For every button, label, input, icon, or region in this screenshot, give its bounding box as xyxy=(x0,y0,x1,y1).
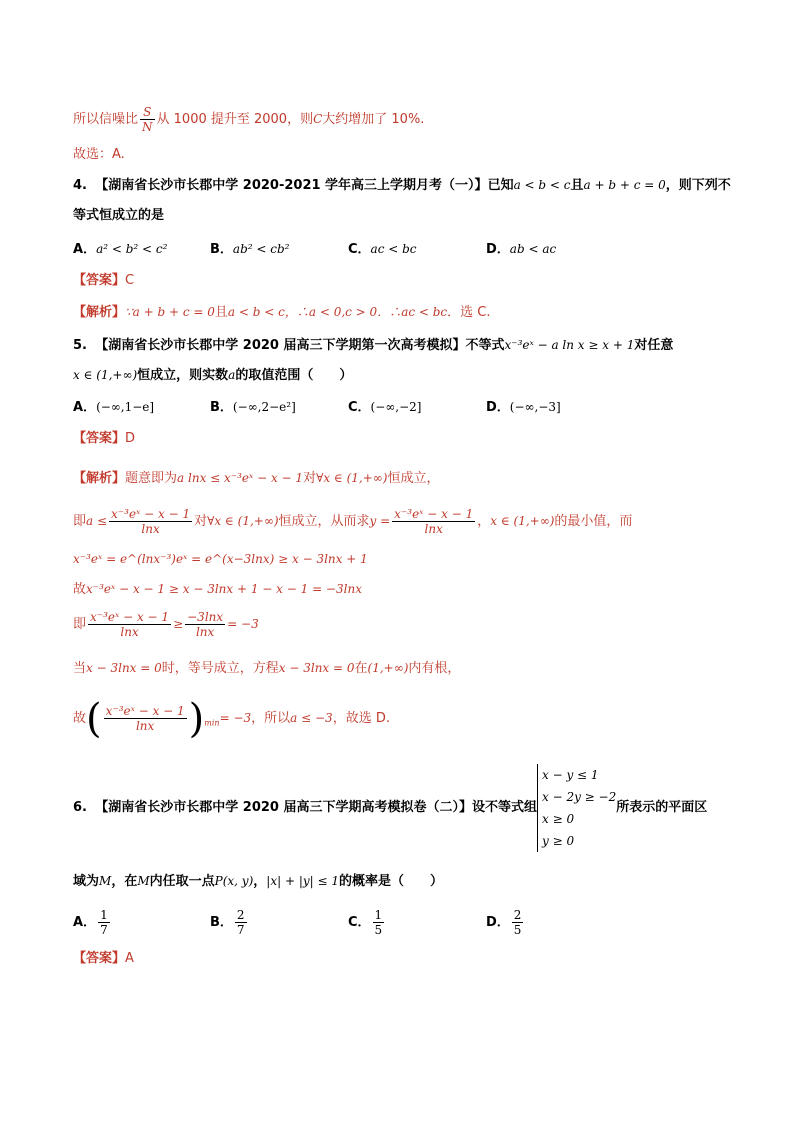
text: 时，等号成立，方程 xyxy=(161,661,279,676)
text: 当 xyxy=(73,661,87,676)
option-label: D． xyxy=(486,242,510,257)
text: 从 1000 提升至 2000，则 xyxy=(156,112,314,127)
fraction xyxy=(392,507,475,536)
text: 的最小值，而 xyxy=(554,514,633,529)
option-label: C． xyxy=(348,242,371,257)
fraction-denominator: lnx xyxy=(141,522,160,536)
text: 已知 xyxy=(487,178,514,193)
fraction-numerator: 2 xyxy=(236,908,245,922)
text: 的取值范围（ ） xyxy=(235,368,353,383)
system-row: x − y ≤ 1 xyxy=(542,767,599,782)
text: ．选 C. xyxy=(447,305,491,320)
math-expr: x ∈ (1,+∞) xyxy=(490,514,555,528)
text: ，故选 D. xyxy=(332,711,390,726)
math-expr: x ∈ (1,+∞) xyxy=(73,368,138,382)
math-expr: x⁻³eˣ = e^(lnx⁻³)eˣ = e^(x−3lnx) ≥ x − 3lnx + 1 xyxy=(73,552,368,566)
text: 域为 xyxy=(73,874,100,889)
q5-solution-line1 xyxy=(73,469,439,488)
snr-fraction xyxy=(140,105,155,134)
math-var: a xyxy=(228,368,236,382)
math-expr: ．∴ac < bc xyxy=(377,305,448,319)
math-expr: a < b < c xyxy=(513,178,571,192)
math-expr: ≥ xyxy=(173,617,184,631)
option-label: B． xyxy=(210,400,233,415)
fraction-denominator: lnx xyxy=(424,522,443,536)
q6-option-c xyxy=(348,906,386,940)
answer-value: D xyxy=(125,431,136,446)
solution-tag: 【解析】 xyxy=(73,471,126,486)
right-paren: ) xyxy=(188,695,205,742)
math-expr: a < b < c xyxy=(227,305,285,319)
option-expr: (−∞,−2] xyxy=(370,400,422,414)
text: 即 xyxy=(73,617,87,632)
option-expr: (−∞,−3] xyxy=(509,400,561,414)
math-expr: (1,+∞) xyxy=(367,661,409,675)
q6-option-a xyxy=(73,906,112,940)
fraction xyxy=(104,704,187,733)
fraction-denominator: lnx xyxy=(135,719,155,733)
q4-answer xyxy=(73,272,134,290)
option-label: C． xyxy=(348,915,371,930)
text: ， xyxy=(477,514,491,529)
text: 且 xyxy=(214,305,228,320)
text: 内有根， xyxy=(408,661,461,676)
fraction-denominator: lnx xyxy=(195,625,215,639)
text: 在 xyxy=(354,661,368,676)
fraction-numerator: 2 xyxy=(513,908,522,922)
q6-option-b xyxy=(210,906,249,940)
math-expr: a lnx ≤ x⁻³eˣ − x − 1 xyxy=(177,471,304,485)
math-expr: ∀x ∈ (1,+∞) xyxy=(207,514,279,528)
math-expr: ，∴a < 0,c > 0 xyxy=(284,305,378,319)
q5-stem-line1 xyxy=(73,336,673,355)
option-expr: a² < b² < c² xyxy=(96,242,168,256)
min-subscript: min xyxy=(204,718,220,728)
q5-option-d xyxy=(486,398,561,417)
question-source: 【湖南省长沙市长郡中学 2020-2021 学年高三上学期月考（一）】 xyxy=(95,178,488,193)
text: ， xyxy=(253,874,267,889)
option-fraction xyxy=(512,908,524,937)
left-paren: ( xyxy=(86,695,102,742)
fraction-numerator: x⁻³eˣ − x − 1 xyxy=(90,610,170,624)
question-source: 【湖南省长沙市长郡中学 2020 届高三下学期高考模拟卷（二）】 xyxy=(95,800,472,815)
q5-option-c xyxy=(348,398,421,417)
answer-value: C xyxy=(125,273,135,288)
system-row: y ≥ 0 xyxy=(542,833,575,848)
fraction-numerator: 1 xyxy=(100,908,108,922)
q4-stem-line2 xyxy=(73,207,164,225)
inequality-system xyxy=(537,764,616,852)
question-number: 4. xyxy=(73,178,87,193)
option-expr: ab < ac xyxy=(509,242,557,256)
snr-conclusion-line xyxy=(73,105,424,134)
text: ，在 xyxy=(111,874,138,889)
option-fraction xyxy=(373,908,385,937)
text: 不等式 xyxy=(465,338,505,353)
fraction-denominator: 7 xyxy=(100,923,108,937)
text: 所以信噪比 xyxy=(73,112,139,127)
fraction-numerator: x⁻³eˣ − x − 1 xyxy=(105,704,185,718)
text: 设不等式组 xyxy=(471,800,537,815)
text: 恒成立，则实数 xyxy=(137,368,229,383)
option-expr: (−∞,2−e²] xyxy=(232,400,296,414)
text: 即 xyxy=(73,514,87,529)
fraction-denominator: 7 xyxy=(236,923,245,937)
option-expr: ab² < cb² xyxy=(232,242,290,256)
option-fraction xyxy=(235,908,247,937)
text: 内任取一点 xyxy=(149,874,215,889)
answer-tag: 【答案】 xyxy=(73,273,126,288)
option-label: A． xyxy=(73,400,97,415)
math-var: M xyxy=(99,874,112,888)
fraction-denominator: 5 xyxy=(513,923,522,937)
q5-solution-line2 xyxy=(73,503,632,540)
option-expr: ac < bc xyxy=(370,242,417,256)
fraction-numerator: S xyxy=(140,105,155,120)
fraction-denominator: N xyxy=(142,120,153,134)
text: 对任意 xyxy=(634,338,674,353)
q6-stem-line1 xyxy=(73,760,707,856)
question-number: 6. xyxy=(73,800,87,815)
question-number: 5. xyxy=(73,338,87,353)
math-var: C xyxy=(313,112,323,126)
q5-answer xyxy=(73,430,135,448)
q5-option-b xyxy=(210,398,296,417)
option-label: A． xyxy=(73,242,97,257)
fraction xyxy=(88,610,171,639)
system-row: x − 2y ≥ −2 xyxy=(542,789,617,804)
answer-tag: 【答案】 xyxy=(73,951,126,966)
q5-solution-line5 xyxy=(73,606,259,643)
option-label: D． xyxy=(486,915,510,930)
fraction-numerator: x⁻³eˣ − x − 1 xyxy=(394,507,474,521)
fraction-numerator: −3lnx xyxy=(187,610,224,624)
math-expr: |x| + |y| ≤ 1 xyxy=(266,874,340,888)
math-expr: a + b + c = 0 xyxy=(583,178,666,192)
q4-option-a xyxy=(73,240,167,259)
option-label: D． xyxy=(486,400,510,415)
text: 对 xyxy=(303,471,317,486)
answer-value: A xyxy=(125,951,134,966)
text: 恒成立， xyxy=(387,471,440,486)
text: 故选：A. xyxy=(73,147,125,162)
text: 所表示的平面区 xyxy=(616,800,708,815)
math-expr: a ≤ xyxy=(86,514,108,528)
text: 故 xyxy=(73,711,87,726)
answer-tag: 【答案】 xyxy=(73,431,126,446)
option-fraction xyxy=(98,908,110,937)
option-label: B． xyxy=(210,915,233,930)
q4-option-b xyxy=(210,240,289,259)
text: 的概率是（ ） xyxy=(339,874,444,889)
math-expr: x⁻³eˣ − x − 1 ≥ x − 3lnx + 1 − x − 1 = −3lnx xyxy=(86,582,362,596)
text: ，则下列不 xyxy=(665,178,731,193)
fraction-denominator: lnx xyxy=(120,625,139,639)
option-label: B． xyxy=(210,242,233,257)
q6-answer xyxy=(73,950,134,968)
math-expr: ∵a + b + c = 0 xyxy=(125,305,215,319)
fraction-numerator: 1 xyxy=(374,908,383,922)
math-expr: = −3 xyxy=(227,617,259,631)
q5-solution-line7 xyxy=(73,696,390,746)
math-expr: x − 3lnx = 0 xyxy=(86,661,162,675)
text: ，所以 xyxy=(251,711,291,726)
option-label: A． xyxy=(73,915,97,930)
text: 对 xyxy=(194,514,208,529)
answer-choice-line xyxy=(73,146,125,164)
q4-option-d xyxy=(486,240,556,259)
q5-stem-line2 xyxy=(73,366,352,385)
fraction-numerator: x⁻³eˣ − x − 1 xyxy=(111,507,191,521)
math-var: M xyxy=(137,874,150,888)
q5-solution-line4 xyxy=(73,580,362,599)
solution-tag: 【解析】 xyxy=(73,305,126,320)
option-label: C． xyxy=(348,400,371,415)
system-row: x ≥ 0 xyxy=(542,811,575,826)
q6-stem-line2 xyxy=(73,872,443,891)
text: 恒成立，从而求 xyxy=(278,514,370,529)
q4-stem-line1 xyxy=(73,176,731,195)
math-expr: = −3 xyxy=(219,711,252,725)
math-expr: x − 3lnx = 0 xyxy=(278,661,355,675)
option-expr: (−∞,1−e] xyxy=(96,400,155,414)
text: 故 xyxy=(73,582,87,597)
text: 大约增加了 10%. xyxy=(322,112,425,127)
math-expr: y = xyxy=(369,514,391,528)
q4-solution xyxy=(73,303,491,322)
q5-solution-line3 xyxy=(73,550,368,569)
q6-option-d xyxy=(486,906,525,940)
math-expr: x⁻³eˣ − a ln x ≥ x + 1 xyxy=(504,338,635,352)
fraction xyxy=(185,610,225,639)
fraction xyxy=(109,507,192,536)
q4-option-c xyxy=(348,240,417,259)
math-expr: P(x, y) xyxy=(214,874,254,888)
math-expr: a ≤ −3 xyxy=(290,711,333,725)
q5-option-a xyxy=(73,398,154,417)
text: 等式恒成立的是 xyxy=(73,208,165,223)
q5-solution-line6 xyxy=(73,659,460,678)
fraction-denominator: 5 xyxy=(374,923,383,937)
text: 且 xyxy=(570,178,584,193)
text: 题意即为 xyxy=(125,471,178,486)
question-source: 【湖南省长沙市长郡中学 2020 届高三下学期第一次高考模拟】 xyxy=(95,338,466,353)
math-expr: ∀x ∈ (1,+∞) xyxy=(316,471,388,485)
